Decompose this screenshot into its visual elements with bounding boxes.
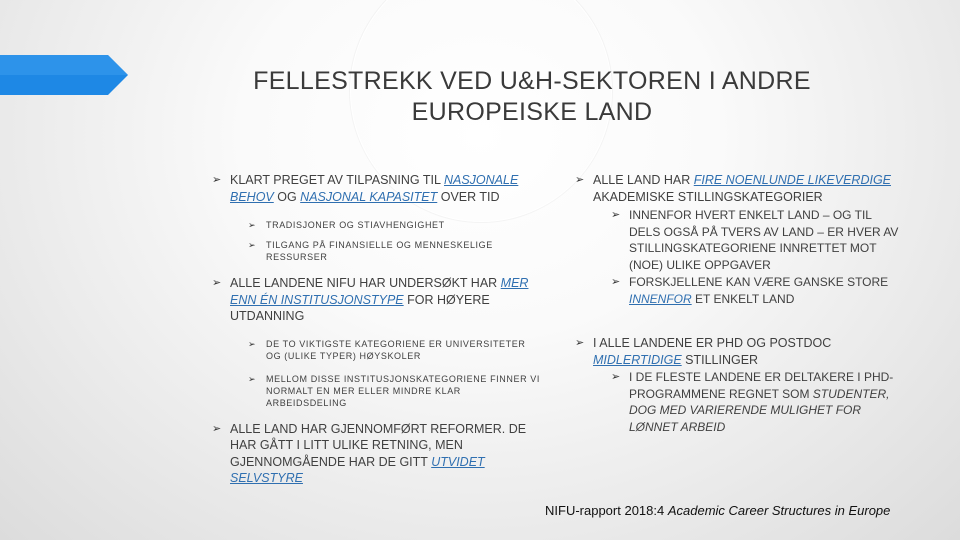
arrow-bullet-icon: ➢ xyxy=(212,174,222,186)
right-column-list xyxy=(575,172,905,435)
right-bullet-2-sublist xyxy=(593,369,905,435)
left-column-list xyxy=(212,172,542,487)
sub-item: ➢ FORSKJELLENE KAN VÆRE GANSKE STORE INNENFOR ET ENKELT LAND xyxy=(611,275,889,306)
left-bullet-1-sublist xyxy=(230,219,542,263)
title-line-1: FELLESTREKK VED U&H-SEKTOREN I ANDRE xyxy=(253,67,811,95)
right-bullet-1: ➢ ALLE LAND HAR FIRE NOENLUNDE LIKEVERDIGE AKADEMISKE STILLINGSKATEGORIER ➢ INNENFOR HVERT ENKELT LAND – OG TIL DELS OGSÅ PÅ TVERS AV LAND – ER HVER AV STILLINGSKATEGORIENE INNRETTET MOT (NOE) ULIKE OPPGAVER ➢ FORSKJELLENE KAN VÆRE GANSKE STORE INNENFOR ET ENKELT LAND xyxy=(575,172,905,307)
left-bullet-2: ➢ ALLE LANDENE NIFU HAR UNDERSØKT HAR MER ENN ÉN INSTITUSJONSTYPE FOR HØYERE UTDANNING ➢ DE TO VIKTIGSTE KATEGORIENE ER UNIVERSITETER OG (ULIKE TYPER) HØYSKOLER ➢ MELLOM DISSE INSTITUSJONSKATEGORIENE FINNER VI NORMALT EN MER ELLER MINDRE KLAR ARBEIDSDELING xyxy=(212,275,542,409)
sub-item: ➢ MELLOM DISSE INSTITUSJONSKATEGORIENE FINNER VI NORMALT EN MER ELLER MINDRE KLAR ARBEIDSDELING xyxy=(248,373,540,408)
arrow-bullet-icon: ➢ xyxy=(611,276,621,288)
arrow-bullet-icon: ➢ xyxy=(248,373,257,384)
sub-item: ➢ INNENFOR HVERT ENKELT LAND – OG TIL DELS OGSÅ PÅ TVERS AV LAND – ER HVER AV STILLINGSKATEGORIENE INNRETTET MOT (NOE) ULIKE OPPGAVER xyxy=(611,208,899,272)
arrow-bullet-icon: ➢ xyxy=(575,337,585,349)
arrow-bullet-icon: ➢ xyxy=(212,422,222,435)
page-title xyxy=(200,66,864,128)
left-bullet-1: ➢ KLART PREGET AV TILPASNING TIL NASJONALE BEHOV OG NASJONAL KAPASITET OVER TID ➢ TRADISJONER OG STIAVHENGIGHET ➢ TILGANG PÅ FINANSIELLE OG MENNESKELIGE RESSURSER xyxy=(212,172,542,263)
right-bullet-2: ➢ I ALLE LANDENE ER PHD OG POSTDOC MIDLERTIDIGE STILLINGER ➢ I DE FLESTE LANDENE ER DELTAKERE I PHD-PROGRAMMENE REGNET SOM STUDENTER, DOG MED VARIERENDE MULIGHET FOR LØNNET ARBEID xyxy=(575,335,905,435)
arrow-bullet-icon: ➢ xyxy=(248,220,257,230)
accent-arrow-shape xyxy=(0,55,128,95)
title-line-2: EUROPEISKE LAND xyxy=(411,98,653,126)
arrow-bullet-icon: ➢ xyxy=(248,240,257,250)
arrow-bullet-icon: ➢ xyxy=(611,209,621,221)
sub-item: ➢ TRADISJONER OG STIAVHENGIGHET xyxy=(248,220,445,230)
arrow-bullet-icon: ➢ xyxy=(212,277,222,289)
left-bullet-3: ➢ ALLE LAND HAR GJENNOMFØRT REFORMER. DE HAR GÅTT I LITT ULIKE RETNING, MEN GJENNOMGÅENDE HAR DE GITT UTVIDET SELVSTYRE xyxy=(212,421,527,485)
source-citation: NIFU-rapport 2018:4 Academic Career Structures in Europe xyxy=(545,503,891,518)
arrow-bullet-icon: ➢ xyxy=(611,371,621,383)
sub-item: ➢ I DE FLESTE LANDENE ER DELTAKERE I PHD-PROGRAMMENE REGNET SOM STUDENTER, DOG MED VARIERENDE MULIGHET FOR LØNNET ARBEID xyxy=(611,370,894,434)
sub-item: ➢ DE TO VIKTIGSTE KATEGORIENE ER UNIVERSITETER OG (ULIKE TYPER) HØYSKOLER xyxy=(248,338,526,361)
sub-item: ➢ TILGANG PÅ FINANSIELLE OG MENNESKELIGE RESSURSER xyxy=(248,240,493,262)
left-bullet-2-sublist xyxy=(230,338,542,409)
arrow-bullet-icon: ➢ xyxy=(248,338,257,349)
right-bullet-1-sublist xyxy=(593,207,905,307)
arrow-bullet-icon: ➢ xyxy=(575,174,585,186)
